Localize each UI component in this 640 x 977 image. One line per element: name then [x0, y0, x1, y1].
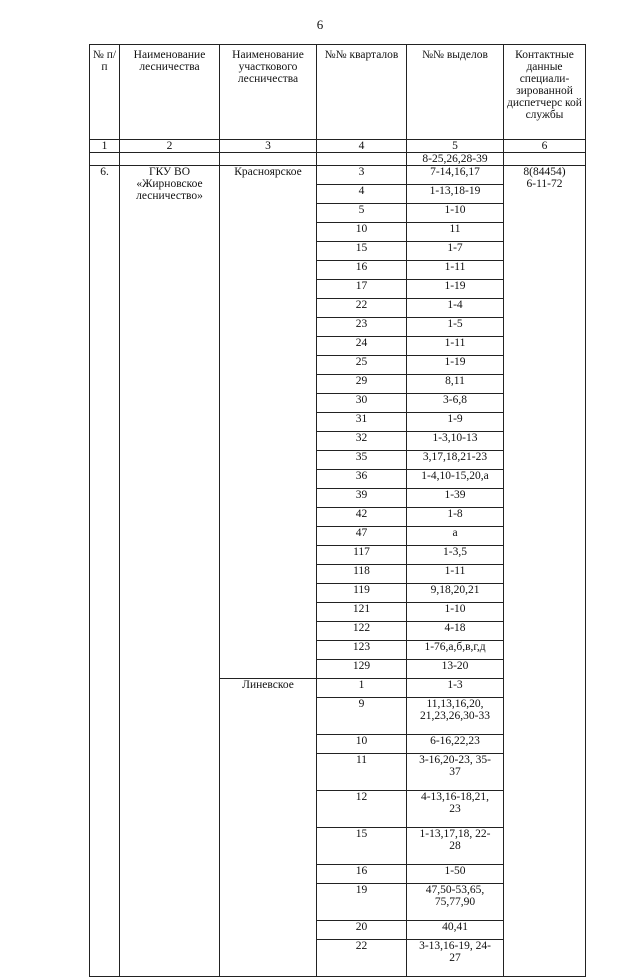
quarter-cell: 15: [317, 828, 407, 865]
forestry-name-line: ГКУ ВО: [148, 166, 191, 178]
quarter-cell: 122: [317, 622, 407, 641]
allotments-cell: [407, 865, 504, 884]
allotments-line: 6-16,22,23: [430, 735, 480, 747]
allotments-cell: 1-8: [407, 508, 504, 527]
column-number: 5: [407, 140, 504, 153]
allotments-cell: 1-11: [407, 565, 504, 584]
allotments-line: 3-13,16-19, 24-: [419, 940, 491, 952]
quarter-cell: 5: [317, 204, 407, 223]
empty-cell: [120, 153, 220, 166]
quarter-cell: 3: [317, 166, 407, 185]
allotments-cell: 3,17,18,21-23: [407, 451, 504, 470]
empty-cell: [90, 153, 120, 166]
allotments-cell: 1-10: [407, 603, 504, 622]
quarter-cell: 15: [317, 242, 407, 261]
allotments-cell: 7-14,16,17: [407, 166, 504, 185]
quarter-cell: 30: [317, 394, 407, 413]
allotments-line: 37: [449, 766, 461, 778]
contact-line: 6-11-72: [526, 178, 563, 190]
empty-cell: [317, 153, 407, 166]
table-header-row: [90, 45, 586, 140]
district-name: Линевское: [220, 679, 317, 977]
allotments-line: 11,13,16,20,: [426, 698, 484, 710]
allotments-cell: [407, 884, 504, 921]
allotments-cell: 1-3,5: [407, 546, 504, 565]
allotments-line: 23: [449, 803, 461, 815]
allotments-cell: 1-5: [407, 318, 504, 337]
quarter-cell: 10: [317, 735, 407, 754]
allotments-line: 28: [449, 840, 461, 852]
quarter-cell: 22: [317, 940, 407, 977]
empty-cell: [504, 153, 586, 166]
allotments-cell: 1-7: [407, 242, 504, 261]
quarter-cell: 9: [317, 698, 407, 735]
quarter-cell: 22: [317, 299, 407, 318]
quarter-cell: 31: [317, 413, 407, 432]
header-forestry: Наименование лесничества: [120, 45, 220, 140]
quarter-cell: 119: [317, 584, 407, 603]
allotments-cell: 1-76,а,б,в,г,д: [407, 641, 504, 660]
header-index: № п/п: [90, 45, 120, 140]
allotments-line: 21,23,26,30-33: [420, 710, 490, 722]
column-number: 4: [317, 140, 407, 153]
allotments-cell: 4-18: [407, 622, 504, 641]
allotments-cell: 1-13,18-19: [407, 185, 504, 204]
quarter-cell: 11: [317, 754, 407, 791]
allotments-cell: [407, 791, 504, 828]
quarter-cell: 32: [317, 432, 407, 451]
allotments-cell: 1-3,10-13: [407, 432, 504, 451]
allotments-cell: [407, 921, 504, 940]
quarter-cell: 1: [317, 679, 407, 698]
quarter-cell: 121: [317, 603, 407, 622]
allotments-line: 1-3: [447, 679, 463, 691]
row-index: 6.: [90, 166, 120, 977]
allotments-cell: 1-4,10-15,20,а: [407, 470, 504, 489]
continuation-row: [90, 153, 586, 166]
quarter-cell: 12: [317, 791, 407, 828]
quarter-cell: 129: [317, 660, 407, 679]
quarter-cell: 42: [317, 508, 407, 527]
allotments-cell: 9,18,20,21: [407, 584, 504, 603]
quarter-cell: 123: [317, 641, 407, 660]
quarter-cell: 39: [317, 489, 407, 508]
quarter-cell: 118: [317, 565, 407, 584]
allotments-cell: 8,11: [407, 375, 504, 394]
quarter-cell: 35: [317, 451, 407, 470]
allotments-line: 1-50: [444, 865, 466, 877]
quarter-cell: 10: [317, 223, 407, 242]
allotments-cell: [407, 754, 504, 791]
contact-line: 8(84454): [523, 166, 566, 178]
header-contacts: Контактные данные специали-зированной диспетчерс кой службы: [504, 45, 586, 140]
district-name: Красноярское: [220, 166, 317, 679]
allotments-cell: [407, 679, 504, 698]
column-numbers-row: [90, 140, 586, 153]
quarter-cell: 47: [317, 527, 407, 546]
allotments-cell: 1-19: [407, 356, 504, 375]
quarter-cell: 117: [317, 546, 407, 565]
quarter-cell: 24: [317, 337, 407, 356]
allotments-cell: 3-6,8: [407, 394, 504, 413]
quarter-cell: 25: [317, 356, 407, 375]
quarter-cell: 17: [317, 280, 407, 299]
allotments-cell: 1-39: [407, 489, 504, 508]
forestry-name: [120, 166, 220, 977]
allotments-cell: 1-11: [407, 337, 504, 356]
allotments-cell: [407, 698, 504, 735]
forest-allotments-table: [89, 44, 586, 977]
allotments-cell: 8-25,26,28-39: [407, 153, 504, 166]
quarter-cell: 19: [317, 884, 407, 921]
allotments-cell: [407, 735, 504, 754]
header-allotments: №№ выделов: [407, 45, 504, 140]
column-number: 1: [90, 140, 120, 153]
quarter-cell: 23: [317, 318, 407, 337]
column-number: 3: [220, 140, 317, 153]
forestry-name-line: «Жирновское: [136, 178, 203, 190]
allotments-cell: 13-20: [407, 660, 504, 679]
allotments-cell: 11: [407, 223, 504, 242]
allotments-cell: 1-9: [407, 413, 504, 432]
allotments-cell: [407, 940, 504, 977]
allotments-cell: 1-11: [407, 261, 504, 280]
column-number: 2: [120, 140, 220, 153]
column-number: 6: [504, 140, 586, 153]
allotments-line: 1-13,17,18, 22-: [419, 828, 491, 840]
quarter-cell: 29: [317, 375, 407, 394]
quarter-cell: 20: [317, 921, 407, 940]
allotments-line: 27: [449, 952, 461, 964]
contact-data: [504, 166, 586, 977]
allotments-line: 3-16,20-23, 35-: [419, 754, 491, 766]
allotments-cell: 1-4: [407, 299, 504, 318]
empty-cell: [220, 153, 317, 166]
allotments-line: 47,50-53,65,: [425, 884, 485, 896]
allotments-cell: 1-19: [407, 280, 504, 299]
quarter-cell: 36: [317, 470, 407, 489]
header-district: Наименование участкового лесничества: [220, 45, 317, 140]
header-quarters: №№ кварталов: [317, 45, 407, 140]
table-row: [90, 166, 586, 185]
allotments-cell: 1-10: [407, 204, 504, 223]
allotments-line: 4-13,16-18,21,: [420, 791, 490, 803]
allotments-cell: а: [407, 527, 504, 546]
allotments-line: 40,41: [442, 921, 468, 933]
quarter-cell: 4: [317, 185, 407, 204]
quarter-cell: 16: [317, 261, 407, 280]
forestry-name-line: лесничество»: [136, 190, 203, 202]
quarter-cell: 16: [317, 865, 407, 884]
allotments-line: 75,77,90: [434, 896, 476, 908]
allotments-cell: [407, 828, 504, 865]
page-number: 6: [316, 17, 324, 32]
